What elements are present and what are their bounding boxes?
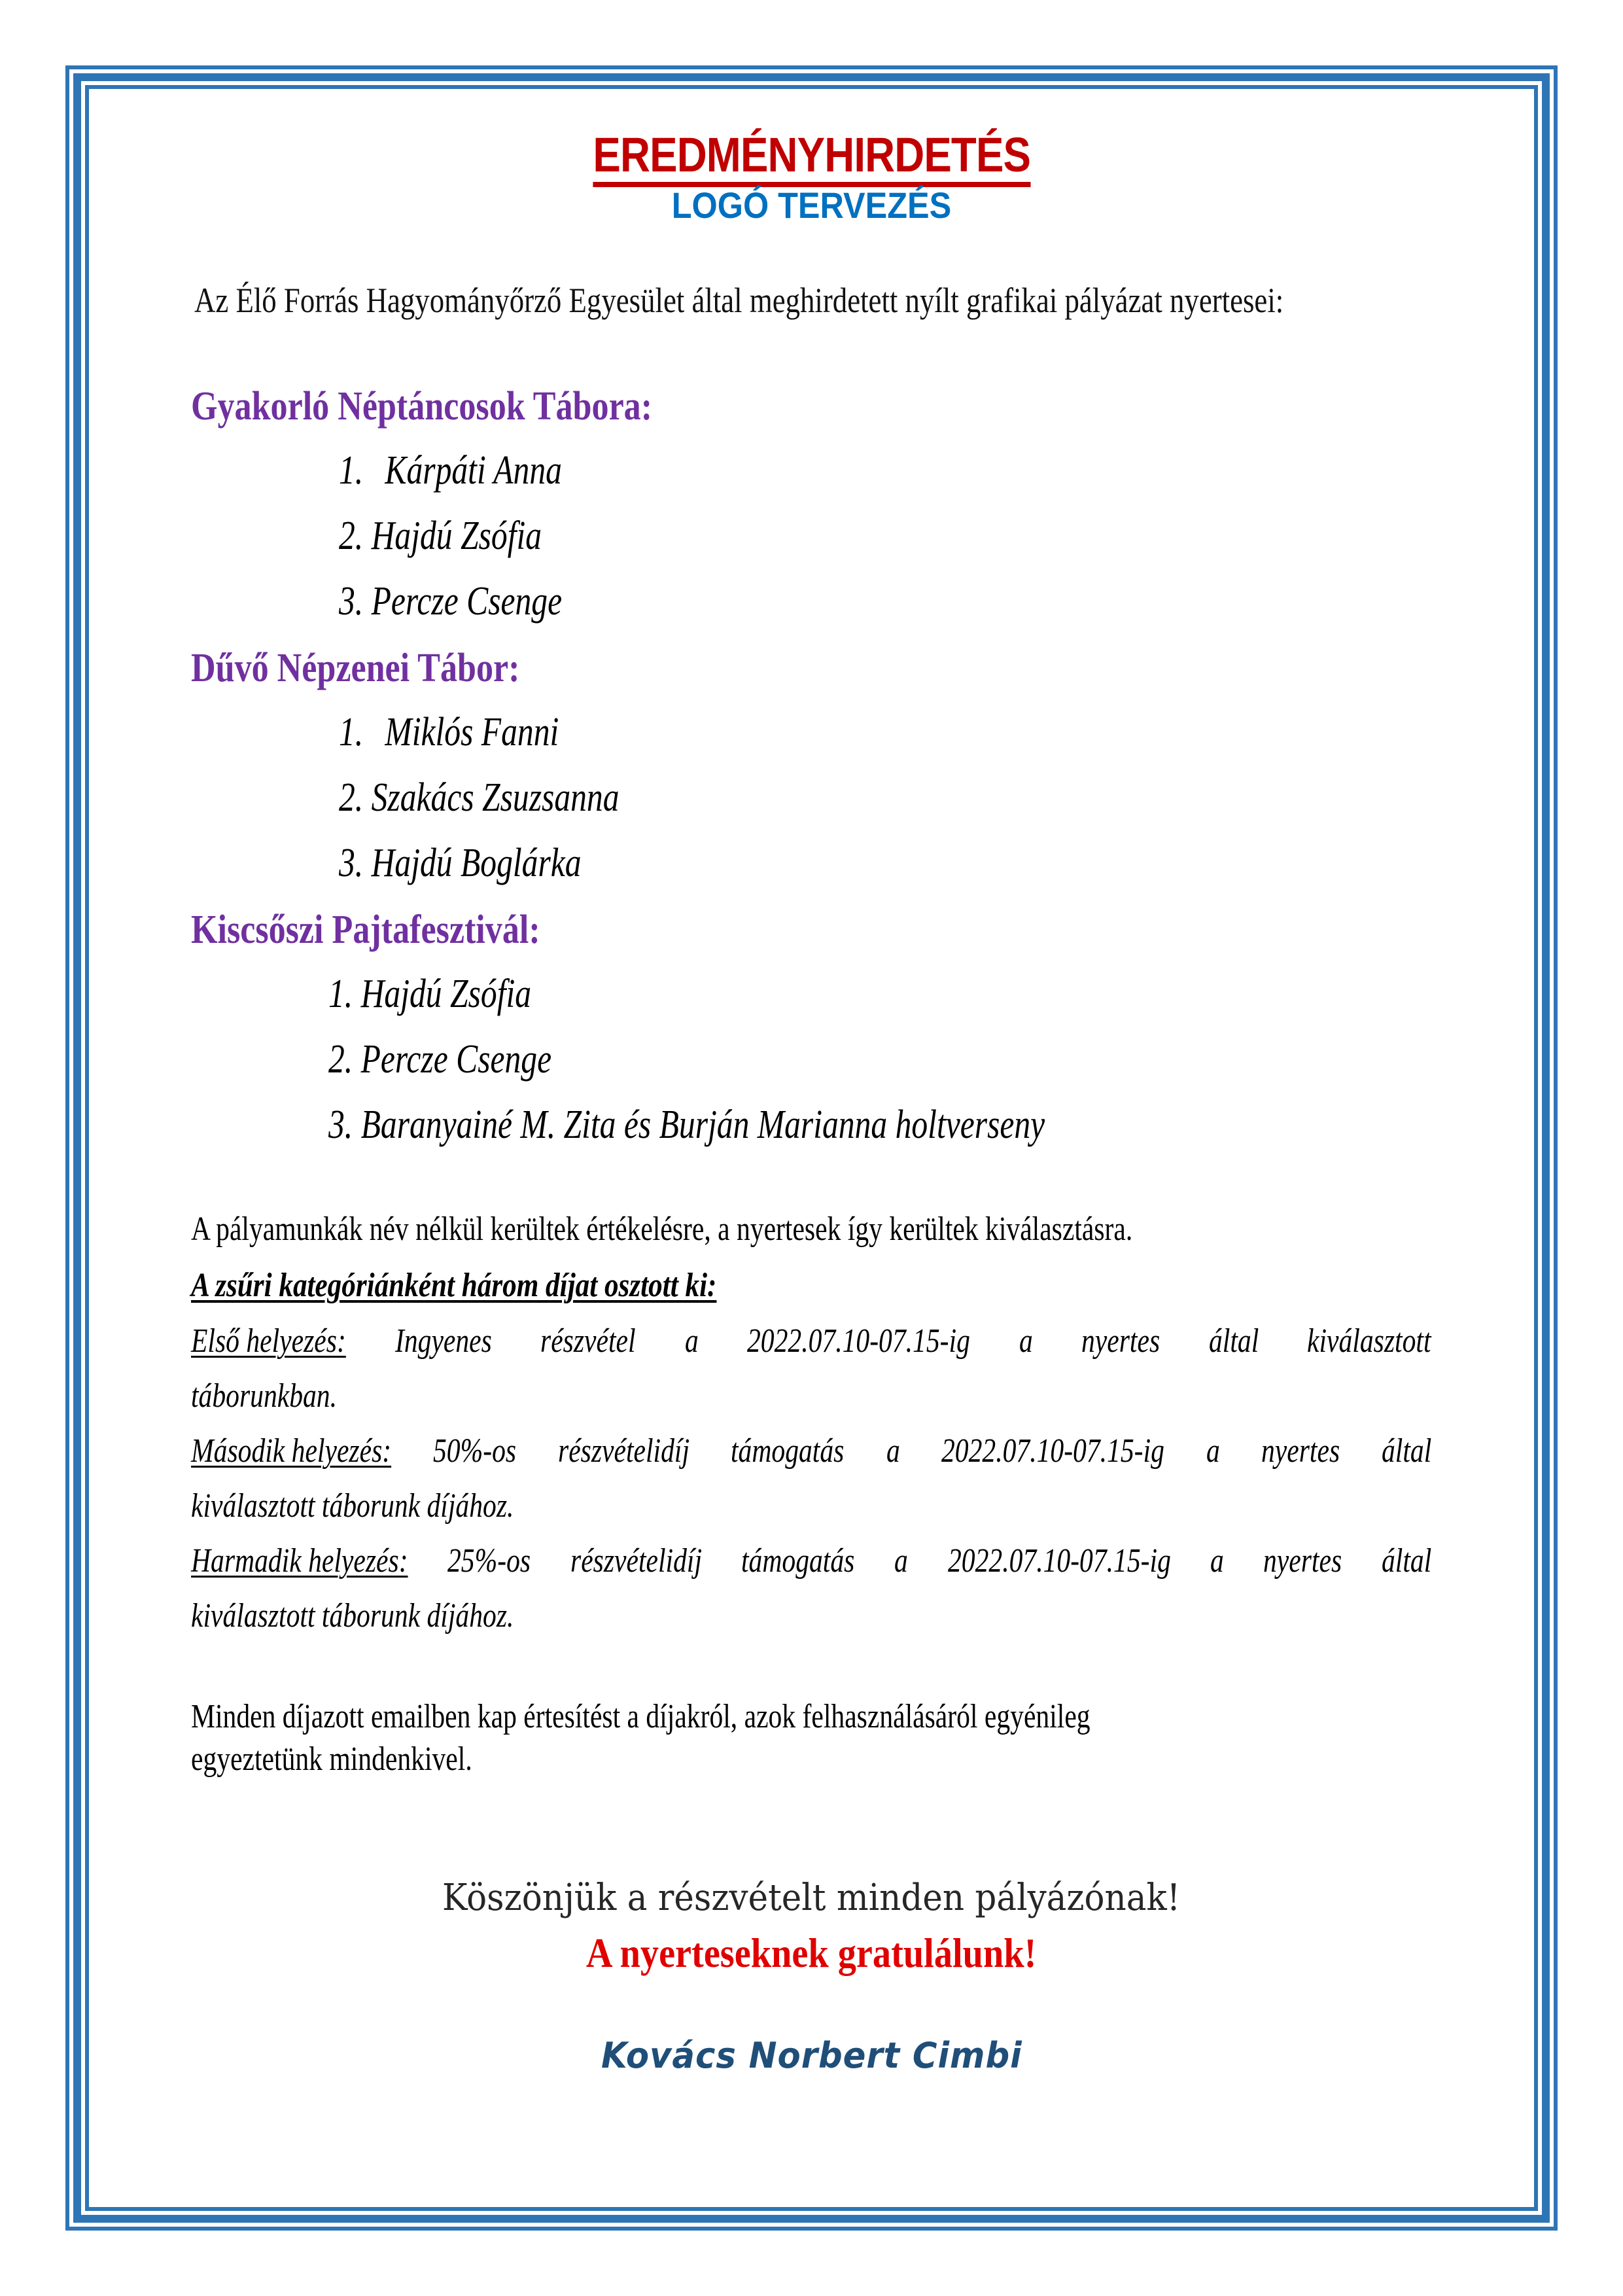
prize-word: nyertes [1081, 1322, 1161, 1360]
winner-rank: 3. [339, 841, 364, 885]
congrats-message [0, 1932, 1623, 1974]
page-title [0, 128, 1623, 187]
prize-word: támogatás [741, 1542, 855, 1580]
notice-line2: egyeztetünk mindenkivel. [191, 1740, 472, 1778]
winner-item [328, 1039, 551, 1080]
winner-name: Percze Csenge [371, 579, 563, 624]
prize-word: 25%-os [447, 1542, 531, 1580]
evaluation-note: A pályamunkák név nélkül kerültek értékelésre, a nyertesek így kerültek kiválasztásra. [191, 1210, 1133, 1248]
winner-item [339, 712, 559, 752]
page-title-text: EREDMÉNYHIRDETÉS [593, 131, 1030, 187]
prize-word: részvétel [540, 1322, 636, 1360]
prize-first-line1 [191, 1324, 1431, 1358]
winner-item [339, 777, 620, 818]
prize-word: a [886, 1432, 900, 1470]
prize-word: nyertes [1263, 1542, 1342, 1580]
winner-rank: 3. [328, 1103, 353, 1147]
page-subtitle-text: LOGÓ TERVEZÉS [671, 185, 952, 226]
page-subtitle [0, 187, 1623, 224]
winner-name: Hajdú Boglárka [371, 841, 582, 885]
winner-name: Miklós Fanni [385, 710, 559, 754]
winner-name: Szakács Zsuzsanna [371, 775, 620, 820]
thanks-text: Köszönjük a részvételt minden pályázónak! [442, 1877, 1181, 1919]
prize-word: a [1210, 1542, 1224, 1580]
winner-rank: 2. [328, 1037, 353, 1082]
winner-rank: 2. [339, 775, 364, 820]
prize-word: részvételidíj [557, 1432, 689, 1470]
prize-word: a [1206, 1432, 1220, 1470]
prize-second-desc [433, 1434, 1431, 1468]
notice-line1: Minden díjazott emailben kap értesítést a díjakról, azok felhasználásáról egyénileg [191, 1698, 1091, 1735]
prize-word: részvételidíj [570, 1542, 702, 1580]
prize-word: a [684, 1322, 699, 1360]
prize-word: a [894, 1542, 909, 1580]
prize-word: kiválasztott [1307, 1322, 1431, 1360]
winner-rank: 1. [339, 710, 364, 754]
prize-first [191, 1324, 1431, 1358]
winner-rank: 1. [339, 448, 364, 493]
winner-item [339, 843, 582, 883]
prize-word: 2022.07.10-07.15-ig [941, 1432, 1165, 1470]
winner-item [339, 581, 562, 622]
winner-rank: 1. [328, 972, 353, 1016]
prize-second-label: Második helyezés: [191, 1432, 392, 1470]
prize-word: 2022.07.10-07.15-ig [747, 1322, 970, 1360]
congrats-text: A nyerteseknek gratulálunk! [586, 1930, 1037, 1976]
winner-rank: 2. [339, 514, 364, 558]
prize-second [191, 1434, 1431, 1468]
signature-text: Kovács Norbert Cimbi [601, 2035, 1022, 2076]
winner-item [328, 974, 531, 1014]
category-heading: Gyakorló Néptáncosok Tábora: [191, 384, 653, 429]
winner-item [339, 450, 562, 491]
prize-word: nyertes [1261, 1432, 1340, 1470]
winner-item [339, 516, 542, 556]
winner-name: Percze Csenge [360, 1037, 552, 1082]
signature [0, 2035, 1623, 2076]
prize-third [191, 1544, 1431, 1578]
prize-word: által [1381, 1432, 1432, 1470]
intro-text: Az Élő Forrás Hagyományőrző Egyesület által meghirdetett nyílt grafikai pályázat nyertesei: [194, 281, 1284, 320]
category-heading: Dűvő Népzenei Tábor: [191, 646, 520, 690]
winner-rank: 3. [339, 579, 364, 624]
prize-word: a [1019, 1322, 1033, 1360]
prize-first-line2: táborunkban. [191, 1377, 338, 1415]
winner-name: Kárpáti Anna [385, 448, 562, 493]
prize-word: által [1208, 1322, 1259, 1360]
prize-third-label: Harmadik helyezés: [191, 1542, 408, 1580]
prize-third-line1 [191, 1544, 1431, 1578]
prize-first-label: Első helyezés: [191, 1322, 346, 1360]
prize-word: 50%-os [432, 1432, 516, 1470]
winner-name: Hajdú Zsófia [360, 972, 532, 1016]
prize-word: Ingyenes [394, 1322, 492, 1360]
prize-word: által [1382, 1542, 1432, 1580]
thanks-message [0, 1877, 1623, 1919]
winner-name: Baranyainé M. Zita és Burján Marianna holtverseny [360, 1103, 1045, 1147]
prize-second-line2: kiválasztott táborunk díjához. [191, 1487, 514, 1525]
category-heading: Kiscsőszi Pajtafesztivál: [191, 908, 540, 952]
prize-word: 2022.07.10-07.15-ig [947, 1542, 1171, 1580]
prize-third-line2: kiválasztott táborunk díjához. [191, 1597, 514, 1634]
winner-item [328, 1104, 1045, 1145]
prize-first-desc [395, 1324, 1432, 1358]
winner-name: Hajdú Zsófia [371, 514, 542, 558]
prize-third-desc [447, 1544, 1431, 1578]
jury-heading: A zsűri kategóriánként három díjat osztott ki: [191, 1267, 717, 1304]
prize-second-line1 [191, 1434, 1431, 1468]
prize-word: támogatás [731, 1432, 845, 1470]
